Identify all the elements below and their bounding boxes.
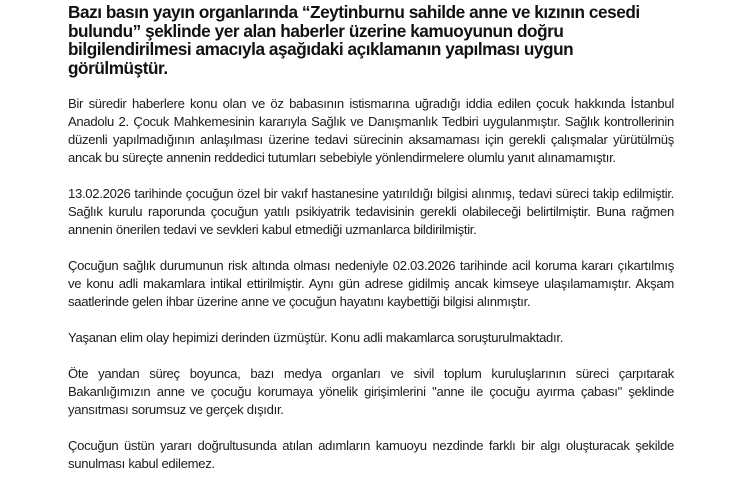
paragraph-hospital: 13.02.2026 tarihinde çocuğun özel bir vakıf hastanesine yatırıldığı bilgisi alınmış, tedavi süreci takip edilmiştir. Sağlık kurulu raporunda çocuğun yatılı psikiyatrik tedavisinin gerekli olabileceği belirtilmiştir. Buna rağmen annenin önerilen tedavi ve sevkleri kabul etmediği uzmanlarca bildirilmiştir. bbox=[68, 186, 674, 237]
statement-headline: Bazı basın yayın organlarında “Zeytinburnu sahilde anne ve kızının cesedi bulundu” şeklinde yer alan haberler üzerine kamuoyunun doğru bilgilendirilmesi amacıyla aşağıdaki açıklamanın yapılması uygun görülmüştür. bbox=[68, 2, 640, 78]
paragraph-court-decision: Bir süredir haberlere konu olan ve öz babasının istismarına uğradığı iddia edilen çocuk hakkında İstanbul Anadolu 2. Çocuk Mahkemesinin kararıyla Sağlık ve Danışmanlık Tedbiri uygulanmıştır. Sağlık kontrollerinin düzenli yapılmadığının anlaşılması üzerine tedavi sürecinin aksamaması için gerekli çalışmalar yürütülmüş ancak bu süreçte annenin reddedici tutumları sebebiyle yönlendirmelere olumlu yanıt alınamamıştır. bbox=[68, 96, 674, 165]
paragraph-condolence: Yaşanan elim olay hepimizi derinden üzmüştür. Konu adli makamlarca soruşturulmaktadır. bbox=[68, 330, 564, 345]
paragraph-emergency-protection: Çocuğun sağlık durumunun risk altında olması nedeniyle 02.03.2026 tarihinde acil koruma kararı çıkartılmış ve konu adli makamlara intikal ettirilmiştir. Aynı gün adrese gidilmiş ancak kimseye ulaşılamamıştır. Akşam saatlerinde gelen ihbar üzerine anne ve çocuğun hayatını kaybettiği bilgisi alınmıştır. bbox=[68, 258, 674, 309]
statement-document bbox=[68, 3, 674, 491]
paragraph-closing: Çocuğun üstün yararı doğrultusunda atılan adımların kamuoyu nezdinde farklı bir algı oluşturacak şekilde sunulması kabul edilemez. bbox=[68, 438, 674, 471]
paragraph-media-criticism: Öte yandan süreç boyunca, bazı medya organları ve sivil toplum kuruluşlarının süreci çarpıtarak Bakanlığımızın anne ve çocuğu korumaya yönelik girişimlerini "anne ile çocuğu ayırma çabası" şeklinde yansıtması sorumsuz ve gerçek dışıdır. bbox=[68, 366, 674, 417]
